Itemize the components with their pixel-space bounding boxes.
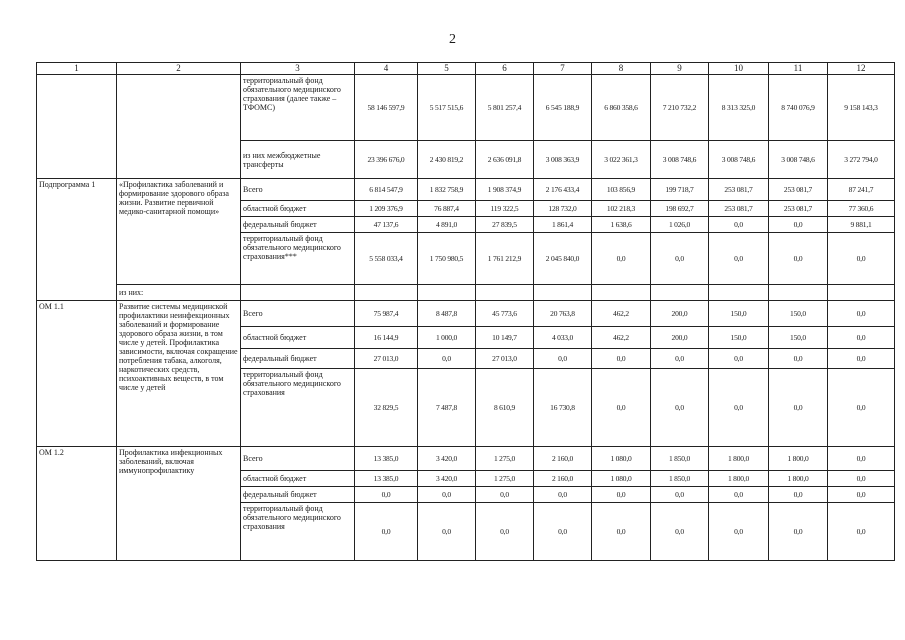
amount-cell: 0,0 (651, 369, 709, 447)
header-cell: 3 (241, 63, 355, 75)
budget-table (36, 62, 895, 561)
amount-cell: 0,0 (709, 349, 769, 369)
table-row (37, 301, 895, 327)
empty-cell (418, 285, 476, 301)
amount-cell: 0,0 (709, 217, 769, 233)
amount-cell: 0,0 (592, 233, 651, 285)
amount-cell: 462,2 (592, 301, 651, 327)
amount-cell: 0,0 (534, 487, 592, 503)
header-cell: 4 (355, 63, 418, 75)
funding-source-cell: областной бюджет (241, 201, 355, 217)
page-number: 2 (449, 32, 456, 47)
amount-cell: 1 800,0 (769, 471, 828, 487)
amount-cell: 0,0 (709, 233, 769, 285)
amount-cell: 8 487,8 (418, 301, 476, 327)
amount-cell: 4 033,0 (534, 327, 592, 349)
amount-cell: 2 160,0 (534, 471, 592, 487)
amount-cell: 0,0 (769, 487, 828, 503)
program-name-cell (117, 75, 241, 179)
amount-cell: 16 144,9 (355, 327, 418, 349)
amount-cell: 0,0 (828, 447, 895, 471)
amount-cell: 1 761 212,9 (476, 233, 534, 285)
amount-cell: 8 740 076,9 (769, 75, 828, 141)
amount-cell: 199 718,7 (651, 179, 709, 201)
amount-cell: 1 275,0 (476, 447, 534, 471)
amount-cell: 1 750 980,5 (418, 233, 476, 285)
amount-cell: 1 850,0 (651, 447, 709, 471)
amount-cell: 2 045 840,0 (534, 233, 592, 285)
header-cell: 11 (769, 63, 828, 75)
amount-cell: 6 860 358,6 (592, 75, 651, 141)
amount-cell: 75 987,4 (355, 301, 418, 327)
amount-cell: 150,0 (709, 301, 769, 327)
amount-cell: 462,2 (592, 327, 651, 349)
amount-cell: 7 210 732,2 (651, 75, 709, 141)
amount-cell: 8 313 325,0 (709, 75, 769, 141)
funding-source-cell: федеральный бюджет (241, 217, 355, 233)
program-code-cell: ОМ 1.1 (37, 301, 117, 447)
amount-cell: 87 241,7 (828, 179, 895, 201)
amount-cell: 0,0 (828, 503, 895, 561)
amount-cell: 27 013,0 (355, 349, 418, 369)
amount-cell: 0,0 (828, 301, 895, 327)
amount-cell: 1 275,0 (476, 471, 534, 487)
funding-source-cell: из них межбюджетные трансферты (241, 141, 355, 179)
amount-cell: 1 026,0 (651, 217, 709, 233)
amount-cell: 0,0 (828, 471, 895, 487)
funding-source-cell: территориальный фонд обязательного медицинского страхования*** (241, 233, 355, 285)
amount-cell: 0,0 (709, 487, 769, 503)
program-code-cell (37, 75, 117, 179)
amount-cell: 103 856,9 (592, 179, 651, 201)
amount-cell: 1 080,0 (592, 447, 651, 471)
header-cell: 9 (651, 63, 709, 75)
amount-cell: 0,0 (592, 487, 651, 503)
program-code-cell: Подпрограмма 1 (37, 179, 117, 301)
amount-cell: 2 636 091,8 (476, 141, 534, 179)
table-row (37, 447, 895, 471)
amount-cell: 1 638,6 (592, 217, 651, 233)
amount-cell: 8 610,9 (476, 369, 534, 447)
amount-cell: 1 209 376,9 (355, 201, 418, 217)
amount-cell: 0,0 (418, 503, 476, 561)
amount-cell: 1 800,0 (769, 447, 828, 471)
amount-cell: 0,0 (769, 349, 828, 369)
amount-cell: 3 420,0 (418, 471, 476, 487)
amount-cell: 128 732,0 (534, 201, 592, 217)
amount-cell: 6 814 547,9 (355, 179, 418, 201)
header-cell: 10 (709, 63, 769, 75)
amount-cell: 7 487,8 (418, 369, 476, 447)
amount-cell: 3 272 794,0 (828, 141, 895, 179)
empty-cell (476, 285, 534, 301)
empty-cell (534, 285, 592, 301)
amount-cell: 3 022 361,3 (592, 141, 651, 179)
header-cell: 1 (37, 63, 117, 75)
amount-cell: 0,0 (592, 503, 651, 561)
amount-cell: 32 829,5 (355, 369, 418, 447)
amount-cell: 1 800,0 (709, 447, 769, 471)
amount-cell: 23 396 676,0 (355, 141, 418, 179)
funding-source-cell: территориальный фонд обязательного медицинского страхования (241, 369, 355, 447)
empty-cell (241, 285, 355, 301)
amount-cell: 253 081,7 (769, 179, 828, 201)
subheader-cell: из них: (117, 285, 241, 301)
amount-cell: 27 839,5 (476, 217, 534, 233)
funding-source-cell: территориальный фонд обязательного медицинского страхования (241, 503, 355, 561)
amount-cell: 4 891,0 (418, 217, 476, 233)
amount-cell: 2 430 819,2 (418, 141, 476, 179)
funding-source-cell: территориальный фонд обязательного медицинского страхования (далее также – ТФОМС) (241, 75, 355, 141)
header-row (37, 63, 895, 75)
amount-cell: 0,0 (651, 233, 709, 285)
amount-cell: 0,0 (534, 349, 592, 369)
amount-cell: 13 385,0 (355, 471, 418, 487)
amount-cell: 5 558 033,4 (355, 233, 418, 285)
empty-cell (651, 285, 709, 301)
amount-cell: 0,0 (592, 349, 651, 369)
amount-cell: 5 801 257,4 (476, 75, 534, 141)
program-name-cell: Профилактика инфекционных заболеваний, включая иммунопрофилактику (117, 447, 241, 561)
amount-cell: 58 146 597,9 (355, 75, 418, 141)
header-cell: 2 (117, 63, 241, 75)
amount-cell: 150,0 (709, 327, 769, 349)
funding-source-cell: Всего (241, 447, 355, 471)
amount-cell: 0,0 (769, 217, 828, 233)
amount-cell: 0,0 (418, 487, 476, 503)
amount-cell: 0,0 (828, 327, 895, 349)
amount-cell: 150,0 (769, 327, 828, 349)
amount-cell: 253 081,7 (769, 201, 828, 217)
header-cell: 5 (418, 63, 476, 75)
amount-cell: 20 763,8 (534, 301, 592, 327)
funding-source-cell: Всего (241, 179, 355, 201)
header-cell: 12 (828, 63, 895, 75)
funding-source-cell: федеральный бюджет (241, 349, 355, 369)
funding-source-cell: областной бюджет (241, 471, 355, 487)
amount-cell: 9 158 143,3 (828, 75, 895, 141)
amount-cell: 102 218,3 (592, 201, 651, 217)
amount-cell: 0,0 (534, 503, 592, 561)
amount-cell: 77 360,6 (828, 201, 895, 217)
amount-cell: 0,0 (769, 369, 828, 447)
empty-cell (709, 285, 769, 301)
empty-cell (828, 285, 895, 301)
header-cell: 6 (476, 63, 534, 75)
table-row (37, 179, 895, 201)
amount-cell: 2 176 433,4 (534, 179, 592, 201)
amount-cell: 198 692,7 (651, 201, 709, 217)
amount-cell: 2 160,0 (534, 447, 592, 471)
amount-cell: 0,0 (592, 369, 651, 447)
amount-cell: 13 385,0 (355, 447, 418, 471)
amount-cell: 0,0 (418, 349, 476, 369)
amount-cell: 3 008 748,6 (651, 141, 709, 179)
amount-cell: 253 081,7 (709, 201, 769, 217)
header-cell: 7 (534, 63, 592, 75)
program-name-cell: Развитие системы медицинской профилактики неинфекционных заболеваний и формирование здорового образа жизни, в том числе у детей. Профилактика зависимости, включая сокращение потребления табака, алкоголя, наркотических средств, психоактивных веществ, в том числе у детей (117, 301, 241, 447)
amount-cell: 0,0 (476, 487, 534, 503)
amount-cell: 0,0 (769, 233, 828, 285)
amount-cell: 0,0 (651, 503, 709, 561)
amount-cell: 1 908 374,9 (476, 179, 534, 201)
amount-cell: 1 832 758,9 (418, 179, 476, 201)
header-cell: 8 (592, 63, 651, 75)
amount-cell: 1 850,0 (651, 471, 709, 487)
amount-cell: 0,0 (828, 233, 895, 285)
amount-cell: 0,0 (828, 369, 895, 447)
amount-cell: 3 008 363,9 (534, 141, 592, 179)
amount-cell: 1 000,0 (418, 327, 476, 349)
amount-cell: 3 420,0 (418, 447, 476, 471)
amount-cell: 150,0 (769, 301, 828, 327)
amount-cell: 10 149,7 (476, 327, 534, 349)
amount-cell: 0,0 (828, 487, 895, 503)
amount-cell: 0,0 (651, 349, 709, 369)
amount-cell: 47 137,6 (355, 217, 418, 233)
funding-source-cell: федеральный бюджет (241, 487, 355, 503)
amount-cell: 27 013,0 (476, 349, 534, 369)
amount-cell: 76 887,4 (418, 201, 476, 217)
amount-cell: 1 800,0 (709, 471, 769, 487)
amount-cell: 45 773,6 (476, 301, 534, 327)
empty-cell (769, 285, 828, 301)
subheader-row (37, 285, 895, 301)
amount-cell: 6 545 188,9 (534, 75, 592, 141)
amount-cell: 0,0 (355, 487, 418, 503)
table-row (37, 75, 895, 141)
amount-cell: 200,0 (651, 301, 709, 327)
empty-cell (592, 285, 651, 301)
amount-cell: 3 008 748,6 (709, 141, 769, 179)
program-code-cell: ОМ 1.2 (37, 447, 117, 561)
amount-cell: 1 861,4 (534, 217, 592, 233)
amount-cell: 5 517 515,6 (418, 75, 476, 141)
amount-cell: 1 080,0 (592, 471, 651, 487)
amount-cell: 200,0 (651, 327, 709, 349)
amount-cell: 0,0 (651, 487, 709, 503)
amount-cell: 0,0 (709, 503, 769, 561)
amount-cell: 3 008 748,6 (769, 141, 828, 179)
program-name-cell: «Профилактика заболеваний и формирование здорового образа жизни. Развитие первичной медико-санитарной помощи» (117, 179, 241, 285)
funding-source-cell: Всего (241, 301, 355, 327)
amount-cell: 0,0 (709, 369, 769, 447)
amount-cell: 16 730,8 (534, 369, 592, 447)
amount-cell: 0,0 (769, 503, 828, 561)
amount-cell: 119 322,5 (476, 201, 534, 217)
amount-cell: 0,0 (828, 349, 895, 369)
amount-cell: 0,0 (355, 503, 418, 561)
amount-cell: 9 881,1 (828, 217, 895, 233)
amount-cell: 0,0 (476, 503, 534, 561)
amount-cell: 253 081,7 (709, 179, 769, 201)
funding-source-cell: областной бюджет (241, 327, 355, 349)
empty-cell (355, 285, 418, 301)
